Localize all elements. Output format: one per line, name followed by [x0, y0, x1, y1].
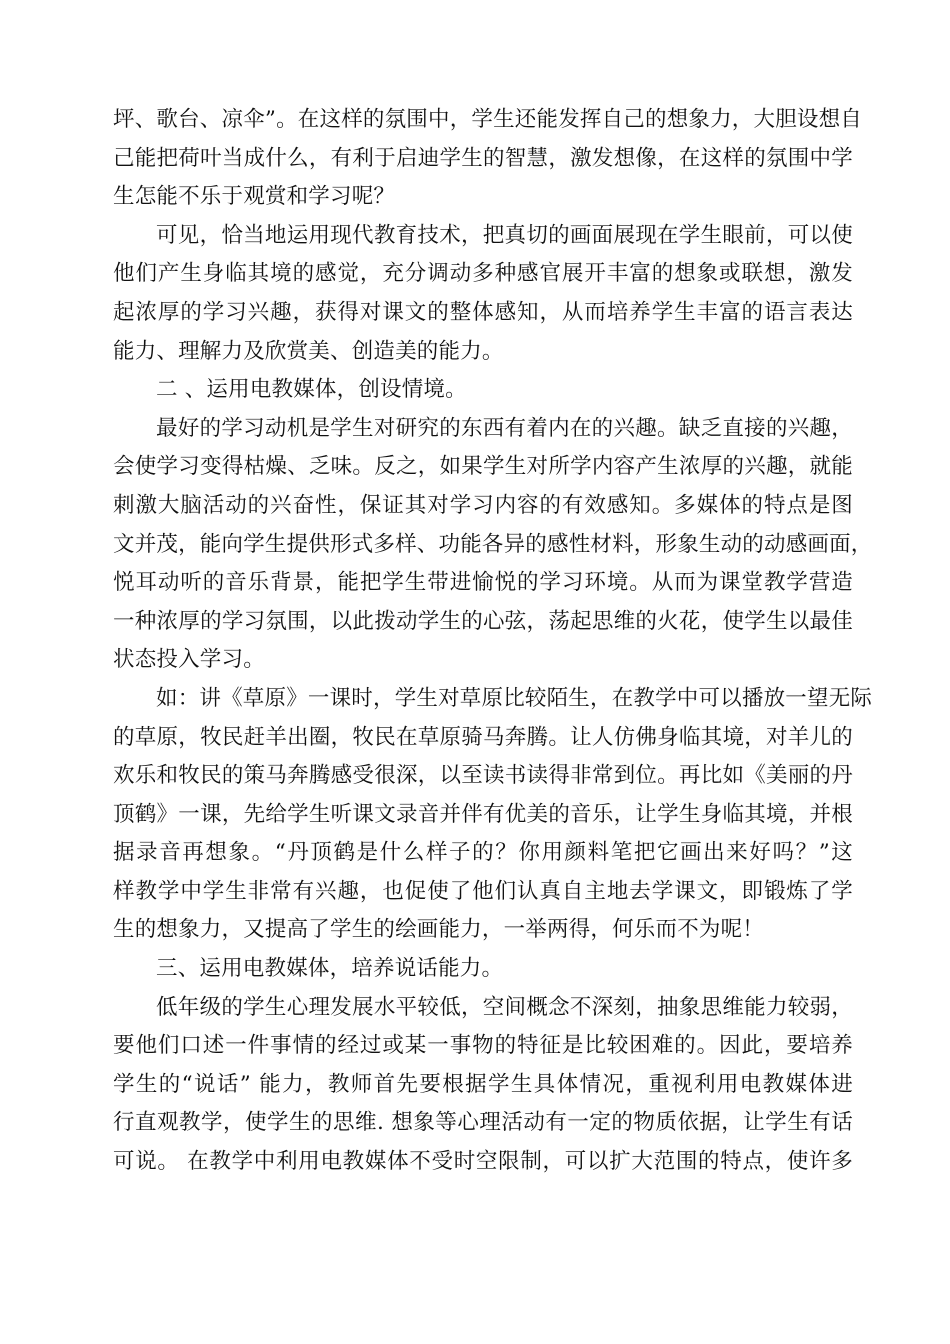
text-line: 他们产生身临其境的感觉，充分调动多种感官展开丰富的想象或联想，激发	[113, 261, 853, 287]
text-line: 生怎能不乐于观赏和学习呢？	[113, 184, 396, 210]
text-line: 的草原，牧民赶羊出圈，牧民在草原骑马奔腾。让人仿佛身临其境，对羊儿的	[113, 724, 853, 750]
text-line: 悦耳动听的音乐背景，能把学生带进愉悦的学习环境。从而为课堂教学营造	[113, 570, 853, 596]
text-line: 坪、歌台、凉伞”。在这样的氛围中，学生还能发挥自己的想象力，大胆设想自	[113, 107, 862, 132]
text-line: 样教学中学生非常有兴趣，也促使了他们认真自主地去学课文，即锻炼了学	[113, 878, 853, 904]
document-body	[113, 101, 873, 1182]
text-line: 可说。 在教学中利用电教媒体不受时空限制，可以扩大范围的特点，使许多	[113, 1149, 853, 1175]
text-line: 学生的“说话” 能力，教师首先要根据学生具体情况，重视利用电教媒体进	[113, 1071, 853, 1097]
text-line: 据录音再想象。“丹顶鹤是什么样子的？你用颜料笔把它画出来好吗？”这	[113, 840, 853, 866]
text-line: 能力、理解力及欣赏美、创造美的能力。	[113, 338, 504, 364]
paragraph	[113, 217, 853, 371]
text-line: 要他们口述一件事情的经过或某一事物的特征是比较困难的。因此，要培养	[113, 1033, 853, 1059]
section-heading: 二 、运用电教媒体，创设情境。	[156, 377, 467, 403]
text-line: 起浓厚的学习兴趣，获得对课文的整体感知，从而培养学生丰富的语言表达	[113, 299, 853, 325]
text-line: 会使学习变得枯燥、乏味。反之，如果学生对所学内容产生浓厚的兴趣，就能	[113, 454, 853, 480]
text-line: 文并茂，能向学生提供形式多样、功能各异的感性材料，形象生动的动感画面，	[113, 531, 873, 557]
section-heading: 三、运用电教媒体，培养说话能力。	[156, 956, 504, 982]
paragraph-continuation	[113, 101, 862, 217]
text-line: 最好的学习动机是学生对研究的东西有着内在的兴趣。缺乏直接的兴趣，	[156, 415, 853, 441]
text-line: 己能把荷叶当成什么，有利于启迪学生的智慧，激发想像，在这样的氛围中学	[113, 145, 853, 171]
text-line: 行直观教学，使学生的思维. 想象等心理活动有一定的物质依据，让学生有话	[113, 1110, 853, 1136]
text-line: 如：讲《草原》一课时，学生对草原比较陌生，在教学中可以播放一望无际	[156, 685, 873, 711]
text-line: 低年级的学生心理发展水平较低，空间概念不深刻，抽象思维能力较弱，	[156, 994, 853, 1020]
text-line: 刺激大脑活动的兴奋性，保证其对学习内容的有效感知。多媒体的特点是图	[113, 492, 853, 518]
text-line: 可见，恰当地运用现代教育技术，把真切的画面展现在学生眼前，可以使	[156, 222, 853, 248]
text-line: 生的想象力，又提高了学生的绘画能力，一举两得，何乐而不为呢！	[113, 917, 765, 943]
paragraph	[113, 989, 853, 1182]
text-line: 一种浓厚的学习氛围，以此拨动学生的心弦，荡起思维的火花，使学生以最佳	[113, 608, 853, 634]
text-line: 顶鹤》一课，先给学生听课文录音并伴有优美的音乐，让学生身临其境，并根	[113, 801, 853, 827]
paragraph	[113, 680, 873, 950]
text-line: 欢乐和牧民的策马奔腾感受很深，以至读书读得非常到位。再比如《美丽的丹	[113, 763, 853, 789]
text-line: 状态投入学习。	[113, 647, 265, 673]
paragraph	[113, 410, 873, 680]
